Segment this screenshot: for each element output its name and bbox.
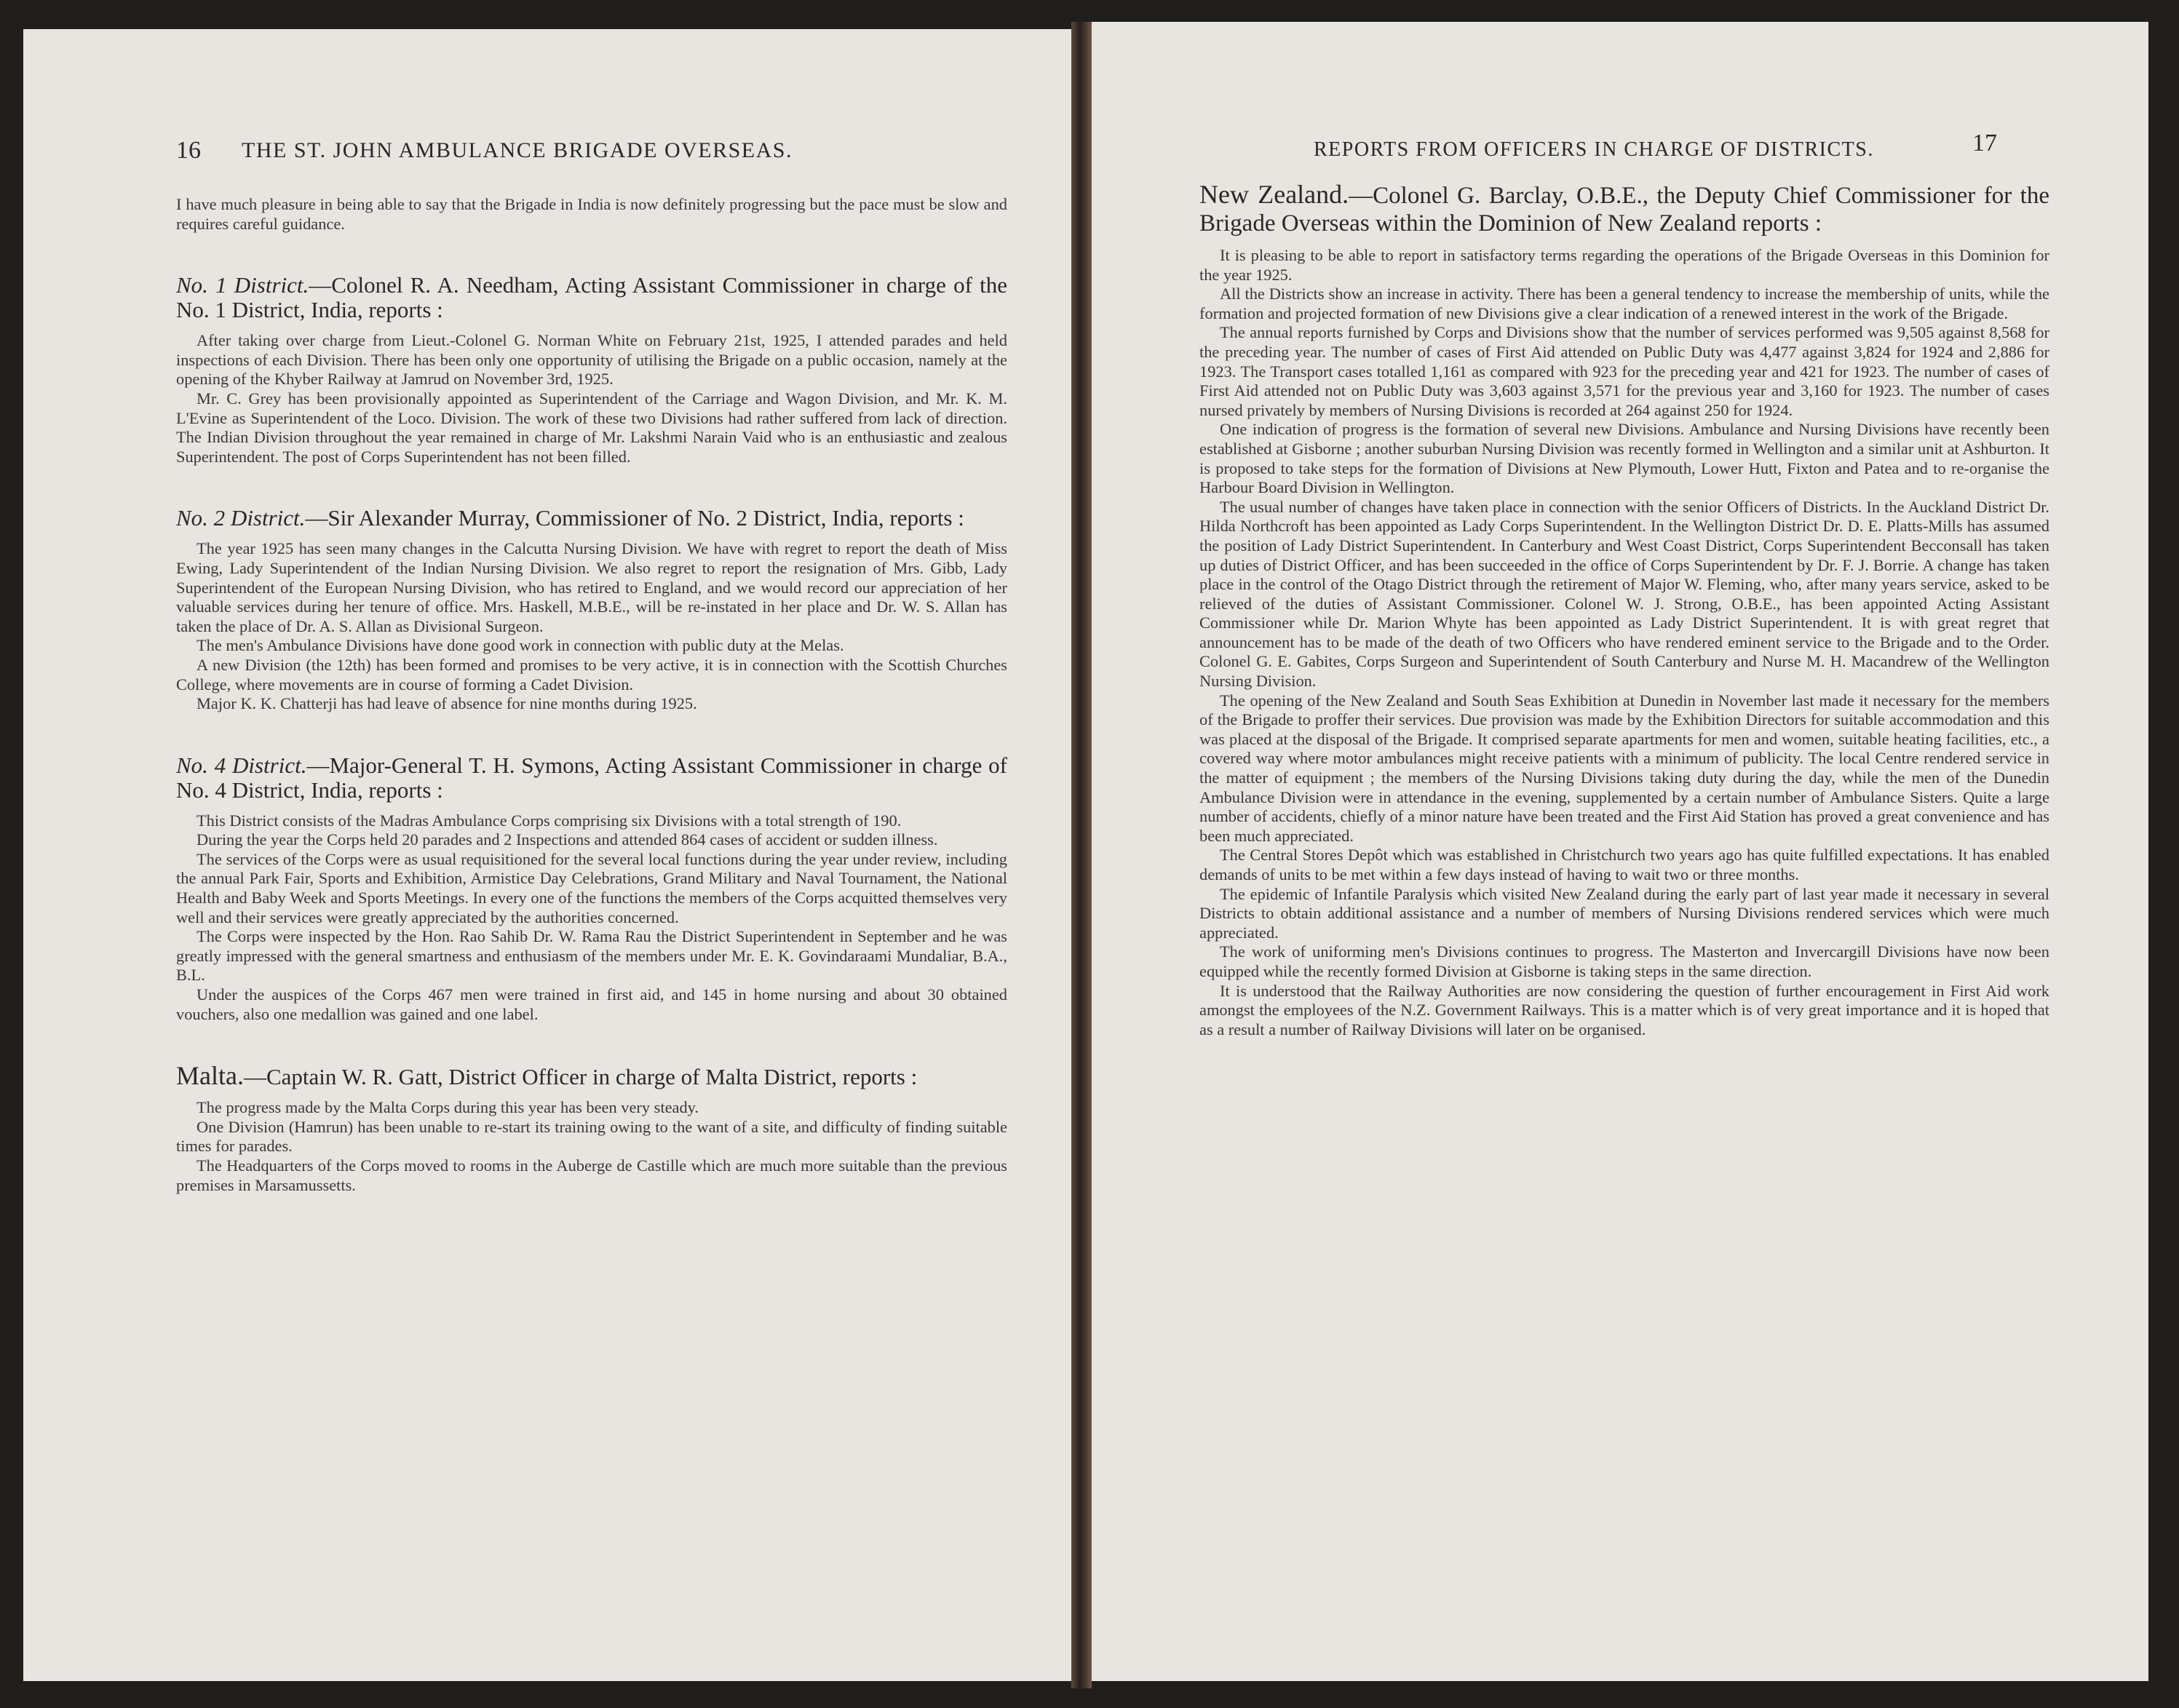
district-1-heading: No. 1 District.—Colonel R. A. Needham, Acting Assistant Commissioner in charge of the No. 1 District, India, reports : bbox=[176, 272, 1008, 323]
right-page-number: 17 bbox=[1972, 130, 1997, 156]
district-2-paragraph: The year 1925 has seen many changes in the Calcutta Nursing Division. We have with regret to report the death of Miss Ewing, Lady Superintendent of the Indian Nursing Division. We also regret to report the resignation of Mrs. Gibb, Lady Superintendent of the European Nursing Division, who has retired to England, and we would record our appreciation of her valuable services during her tenure of office. Mrs. Haskell, M.B.E., will be re-instated in her place and Dr. W. S. Allan has taken the place of Dr. A. S. Allan as Divisional Surgeon. bbox=[176, 539, 1007, 635]
right-column bbox=[1199, 180, 2049, 1039]
district-4-paragraph: The Corps were inspected by the Hon. Rao Sahib Dr. W. Rama Rau the District Superintendent in September and he was greatly impressed with the general smartness and enthusiasm of the members under Mr. E. K. Govindaraami Mundaliar, B.A., B.L. bbox=[176, 927, 1007, 985]
book-gutter bbox=[1071, 22, 1092, 1688]
new-zealand-paragraph: It is understood that the Railway Authorities are now considering the question of further encouragement in First Aid work amongst the employees of the N.Z. Government Railways. This is a matter which is of very great importance and it is hoped that as a result a number of Railway Divisions will later on be organised. bbox=[1199, 981, 2049, 1038]
district-1-paragraph: After taking over charge from Lieut.-Colonel G. Norman White on February 21st, 1925, I attended parades and held inspections of each Division. There has been only one opportunity of utilising the Brigade on a public occasion, namely at the opening of the Khyber Railway at Jamrud on November 3rd, 1925. bbox=[176, 331, 1007, 389]
district-4-paragraph: Under the auspices of the Corps 467 men were trained in first aid, and 145 in home nursing and about 30 obtained vouchers, also one medallion was gained and one label. bbox=[176, 985, 1007, 1023]
new-zealand-paragraph: The epidemic of Infantile Paralysis which visited New Zealand during the early part of last year made it necessary in several Districts to obtain additional assistance and a number of members of Nursing Divisions rendered services which were much appreciated. bbox=[1199, 884, 2049, 942]
right-page bbox=[1092, 22, 2148, 1681]
district-2-paragraph: The men's Ambulance Divisions have done good work in connection with public duty at the Melas. bbox=[197, 636, 844, 655]
malta-paragraph: One Division (Hamrun) has been unable to re-start its training owing to the want of a site, and difficulty of finding suitable times for parades. bbox=[176, 1117, 1007, 1156]
district-4-paragraph: This District consists of the Madras Ambulance Corps comprising six Divisions with a total strength of 190. bbox=[197, 811, 902, 830]
district-4-paragraph: During the year the Corps held 20 parades and 2 Inspections and attended 864 cases of accident or sudden illness. bbox=[197, 830, 938, 849]
new-zealand-paragraph: One indication of progress is the formation of several new Divisions. Ambulance and Nursing Divisions have recently been established at Gisborne ; another suburban Nursing Division was recently formed in Wellington and a similar unit at Ashburton. It is proposed to take steps for the formation of Divisions at New Plymouth, Lower Hutt, Fixton and Patea and to re-organise the Harbour Board Division in Wellington. bbox=[1199, 420, 2049, 497]
district-2-heading: No. 2 District.—Sir Alexander Murray, Commissioner of No. 2 District, India, reports : bbox=[176, 505, 964, 531]
new-zealand-paragraph: The opening of the New Zealand and South Seas Exhibition at Dunedin in November last made it necessary for the members of the Brigade to proffer their services. Due provision was made by the Exhibition Directors for suitable accommodation and this was placed at the disposal of the Brigade. It comprised separate apartments for men and women, suitable heating facilities, etc., a covered way where motor ambulances might receive patients with a minimum of publicity. The local Centre rendered service in the matter of equipment ; the members of the Nursing Divisions taking duty during the day, while the men of the Dunedin Ambulance Division were in attendance in the evening, supplemented by a certain number of Ambulance Sisters. Quite a large number of accidents, chiefly of a minor nature have been treated and the First Aid Station has proved a great convenience and has been much appreciated. bbox=[1199, 691, 2049, 845]
new-zealand-paragraph: All the Districts show an increase in activity. There has been a general tendency to increase the membership of units, while the formation and projected formation of new Divisions give a clear indication of a renewed interest in the work of the Brigade. bbox=[1199, 285, 2049, 322]
district-4-heading: No. 4 District.—Major-General T. H. Symons, Acting Assistant Commissioner in charge of No. 4 District, India, reports : bbox=[176, 752, 1008, 803]
malta-heading: Malta.—Captain W. R. Gatt, District Officer in charge of Malta District, reports : bbox=[176, 1061, 918, 1091]
left-page bbox=[23, 29, 1071, 1681]
new-zealand-paragraph: The work of uniforming men's Divisions continues to progress. The Masterton and Invercargill Divisions have now been equipped while the recently formed Division at Gisborne is taking steps in the same direction. bbox=[1199, 942, 2049, 980]
intro-paragraph: I have much pleasure in being able to say that the Brigade in India is now definitely progressing but the pace must be slow and requires careful guidance. bbox=[176, 195, 1007, 233]
new-zealand-paragraph: The usual number of changes have taken place in connection with the senior Officers of Districts. In the Auckland District Dr. Hilda Northcroft has been appointed as Lady Corps Superintendent. In the Wellington District Dr. D. E. Platts-Mills has assumed the position of Lady District Superintendent. In Canterbury and West Coast District, Corps Superintendent Becconsall has taken up duties of District Officer, and has been succeeded in the office of Corps Superintendent by Dr. F. J. Borrie. A change has taken place in the control of the Otago District through the retirement of Major W. Fleming, who, after many years service, asked to be relieved of the duties of Assistant Commissioner. Colonel W. J. Strong, O.B.E., has been appointed Acting Assistant Commissioner while Dr. Marion Whyte has been appointed as Lady District Superintendent. It is with great regret that announcement has to be made of the death of two Officers who have rendered eminent service to the Brigade and to the Order. Colonel G. E. Gabites, Corps Surgeon and Superintendent of South Canterbury and Nurse M. H. Macandrew of the Wellington Nursing Division. bbox=[1199, 497, 2049, 691]
district-1-paragraph: Mr. C. Grey has been provisionally appointed as Superintendent of the Carriage and Wagon Division, and Mr. K. M. L'Evine as Superintendent of the Loco. Division. The work of these two Divisions had rather suffered from lack of direction. The Indian Division throughout the year remained in charge of Mr. Lakshmi Narain Vaid who is an enthusiastic and zealous Superintendent. The post of Corps Superintendent has not been filled. bbox=[176, 389, 1007, 466]
new-zealand-paragraph: It is pleasing to be able to report in satisfactory terms regarding the operations of the Brigade Overseas in this Dominion for the year 1925. bbox=[1199, 246, 2049, 284]
district-2-paragraph: Major K. K. Chatterji has had leave of absence for nine months during 1925. bbox=[197, 694, 697, 713]
malta-paragraph: The Headquarters of the Corps moved to rooms in the Auberge de Castille which are much more suitable than the previous premises in Marsamussetts. bbox=[176, 1156, 1007, 1194]
left-running-head: THE ST. JOHN AMBULANCE BRIGADE OVERSEAS. bbox=[242, 138, 793, 162]
new-zealand-paragraph: The annual reports furnished by Corps and Divisions show that the number of services performed was 9,505 against 8,568 for the preceding year. The number of cases of First Aid attended on Public Duty was 4,477 against 3,824 for 1924 and 2,886 for 1923. The Transport cases totalled 1,161 as compared with 923 for the preceding year and 421 for 1923. The number of cases of First Aid attended not on Public Duty was 3,603 against 3,571 for the previous year and 3,160 for 1923. The number of cases nursed privately by members of Nursing Divisions is recorded at 264 against 250 for 1924. bbox=[1199, 323, 2049, 419]
district-2-paragraph: A new Division (the 12th) has been formed and promises to be very active, it is in connection with the Scottish Churches College, where movements are in course of forming a Cadet Division. bbox=[176, 655, 1007, 694]
district-4-paragraph: The services of the Corps were as usual requisitioned for the several local functions during the year under review, including the annual Park Fair, Sports and Exhibition, Armistice Day Celebrations, Grand Military and Naval Tournament, the National Health and Baby Week and Sports Meetings. In every one of the functions the members of the Corps acquitted themselves very well and their services were greatly appreciated by the authorities concerned. bbox=[176, 849, 1007, 926]
malta-paragraph: The progress made by the Malta Corps during this year has been very steady. bbox=[197, 1098, 699, 1117]
right-running-head: REPORTS FROM OFFICERS IN CHARGE OF DISTRICTS. bbox=[1314, 138, 1874, 161]
left-page-number: 16 bbox=[176, 137, 201, 164]
left-column bbox=[176, 195, 1007, 1195]
new-zealand-paragraph: The Central Stores Depôt which was established in Christchurch two years ago has quite fulfilled expectations. It has enabled demands of units to be met within a few days instead of having to wait two or three months. bbox=[1199, 846, 2049, 883]
new-zealand-heading: New Zealand.—Colonel G. Barclay, O.B.E., the Deputy Chief Commissioner for the Brigade Overseas within the Dominion of New Zealand reports : bbox=[1199, 180, 2049, 237]
